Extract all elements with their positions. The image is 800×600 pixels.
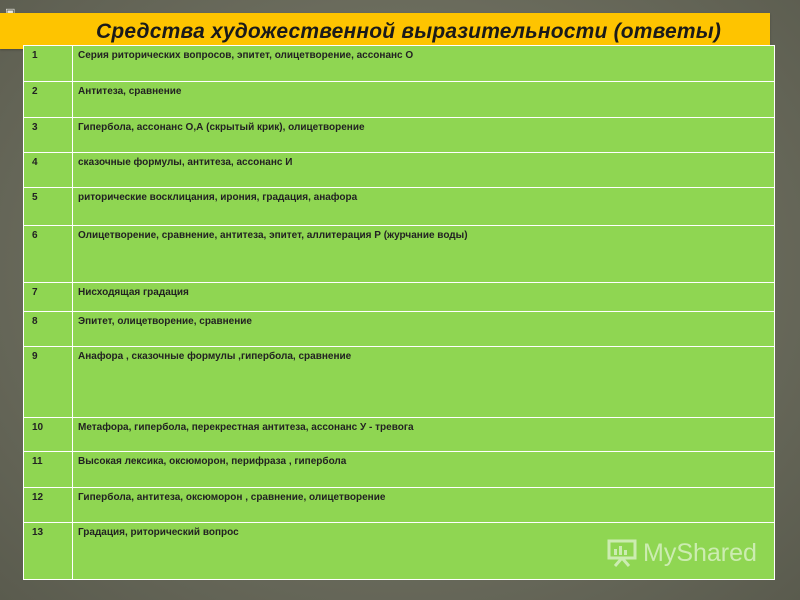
watermark-label: MyShared (643, 539, 757, 567)
table-row (24, 188, 775, 226)
table-row (24, 283, 775, 312)
row-answer: Метафора, гипербола, перекрестная антитеза, ассонанс У - тревога (73, 418, 775, 452)
row-number: 2 (24, 82, 73, 118)
slide-title: Средства художественной выразительности (ответы) (96, 20, 722, 43)
row-number: 10 (24, 418, 73, 452)
table-row (24, 488, 775, 523)
table-row (24, 46, 775, 82)
row-answer: Градация, риторический вопрос (73, 523, 775, 580)
table-row (24, 347, 775, 418)
row-number: 3 (24, 118, 73, 153)
row-number: 13 (24, 523, 73, 580)
row-answer: Анафора , сказочные формулы ,гипербола, сравнение (73, 347, 775, 418)
row-answer: Антитеза, сравнение (73, 82, 775, 118)
row-answer: Эпитет, олицетворение, сравнение (73, 312, 775, 347)
row-answer: риторические восклицания, ирония, градация, анафора (73, 188, 775, 226)
row-number: 4 (24, 153, 73, 188)
row-answer: Высокая лексика, оксюморон, перифраза , гипербола (73, 452, 775, 488)
presentation-board-icon (607, 539, 639, 567)
row-answer: Гипербола, антитеза, оксюморон , сравнение, олицетворение (73, 488, 775, 523)
row-answer: Серия риторических вопросов, эпитет, олицетворение, ассонанс О (73, 46, 775, 82)
answers-table (23, 45, 775, 580)
myshared-watermark[interactable] (607, 536, 767, 570)
row-number: 6 (24, 226, 73, 283)
row-number: 1 (24, 46, 73, 82)
row-answer: Нисходящая градация (73, 283, 775, 312)
row-answer: Гипербола, ассонанс О,А (скрытый крик), олицетворение (73, 118, 775, 153)
table-row (24, 226, 775, 283)
table-row (24, 452, 775, 488)
row-number: 5 (24, 188, 73, 226)
title-bar (0, 13, 770, 49)
table-row (24, 312, 775, 347)
row-number: 7 (24, 283, 73, 312)
table-row (24, 418, 775, 452)
row-answer: сказочные формулы, антитеза, ассонанс И (73, 153, 775, 188)
table-row (24, 118, 775, 153)
row-number: 9 (24, 347, 73, 418)
row-number: 8 (24, 312, 73, 347)
table-row (24, 153, 775, 188)
row-number: 12 (24, 488, 73, 523)
table-row (24, 82, 775, 118)
row-answer: Олицетворение, сравнение, антитеза, эпитет, аллитерация Р (журчание воды) (73, 226, 775, 283)
row-number: 11 (24, 452, 73, 488)
